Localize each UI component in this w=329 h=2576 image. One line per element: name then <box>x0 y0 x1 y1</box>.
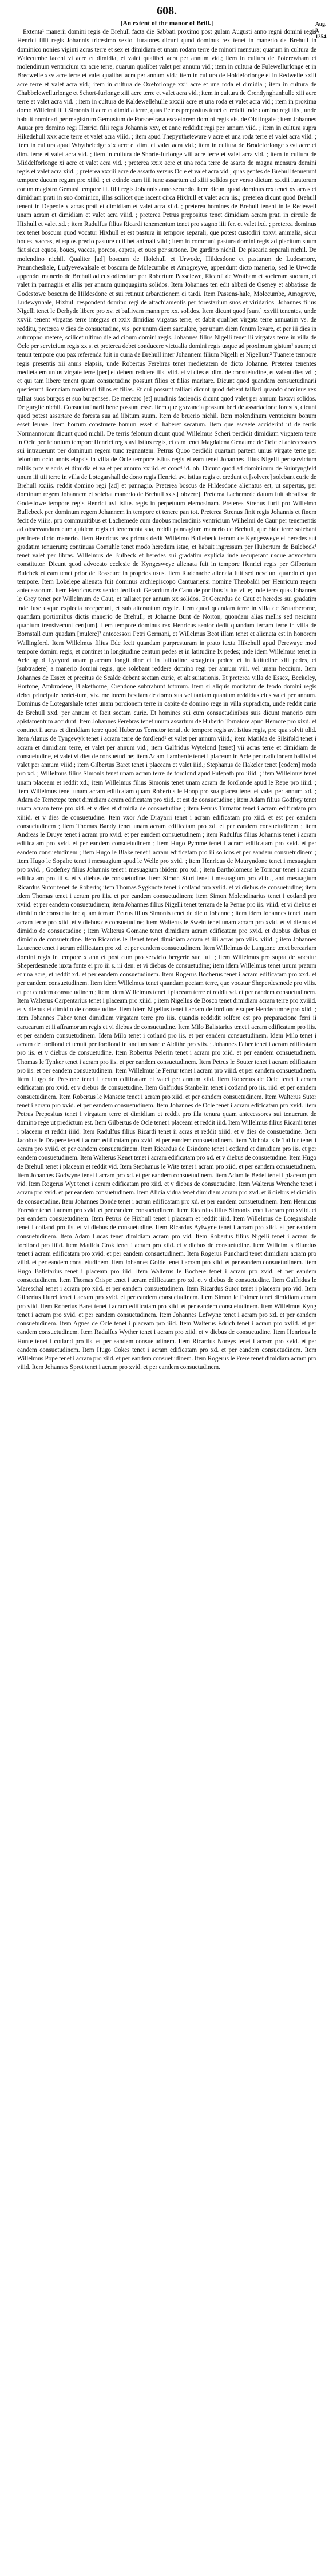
document-body-text: Extenta¹ manerii domini regis de Brehull facta die Sabbati proximo post gulam Augusti anno regni domini regis Henrici filii regis Johannis tricesimo sexto. Iuratores dicunt quod dominus rex tenet in manerio de Brehull in dominico nonies viginti acras terre et sex et dimidiam et unam rodam terre de minori mensura; quarum in cultura de Walecumbe iacent vi acre et dimidia, et valet qualibet acra per annum vid.; item in cultura de Poterewham et molendinum ventricium xx acre terre, quarum qualibet valet per annum vid.; item in cultura de Fulewellurlonge et in Brecwelle xxv acre terre et valet qualibet acra per annum vid.; item in cultura de Holdeforlonge et in Redwelle xxiii acre terre et valet acra vid.; item in cultura de Oxeforlonge xxii acre et una roda et dimidia ; item in cultura de Chabbelewellurlonge et Schort-furlonge xiii acre terre et valet acra vid.; item in cultura de Crendynghanhulle xiii acre terre et valet acra vid. ; item in cultura de Kaldewellehulle xxxiii acre et una roda et valet acra vid.; item in proxima domo Willelmi filii Simonis ii acre et dimidia terre, quas Petrus prepositus tenet et reddit inde domino regi iiis., unde habuit nominari per magistrum Gemusium de Porsoe² rasa escaetorem domini regis vis. de Oldfingale ; item Johannes Auuar pro domino regi Henrici filii regis Johannis xxv, et anne reddidit regi per annum viid. ; item in cultura supra Hikedehull xxx acre terre et valet acra viiid. ; item apud Thepyntheteware v acre et una roda terre et valet acra viid. ; item in cultura apud Whytheledge xix acre et dim. et valet acra vid.; item in cultura de Brodeforlonge xxvi acre et dim. terre et valet acra vid. ; item in cultura de Shorte-furlonge viii acre terre et valet acra vid. ; item in cultura de Middelforlonge xi acre et valet acra vid. ; preterea xxix acre et una roda terre de asarto de magna mensura domini regis et valet acra xiid. ; preterea xxxiii acre de assarto versus Ocle et valet acra vid.; quas gentes de Brehull tenuerunt tempore ducum regum pro xiiid. ; et exinde cum iiii tunc assartum ad xiiii solidos per verso dictum xxxiii iuratorum eorum magistro Gemusi tempore H. filii regis Johannis anno secundo. Item dicunt quod dominus rex tenet xv acras et dimidiam prati in suo dominico, illas scilicet que iacent circa Hixhull et valet acra iis.; preterea dicunt quod Brehull tenent in Depeole x acras prati et dimidiam et valet acra xiid. ; preterea homines de Brehull tenent in le Redewell unam acram et dimidiam et valet acra viiid. ; preterea Petrus prepositus tenet dimidiam acram prati in circule de Hixhull et valet xd. ; item Radulfus filius Ricardi tenementum tenet pro stagno iiii fer. et valet ixd. ; preterea dominus rex tenet boscum quod vocatur Hixhull et est pastura in tempore separali, que potest custodiri xxxvi animalia, sicut boues, vaccas, et equos precio pasture cuilibet animali viid.; item in communi pastura domini regis ad placitum suum fiat sicut equos, boues, vaccas, porcos, capras, et oues per suttone. De gardino nichil. De piscaria separali nichil. De molendino nichil. Qualiter [ad] boscum de Holehull et Urwode, Hildesdone et pasturam de Ludesmore, Prauncheshale, Ludyevewalsale et boscum de Molecumbe et Amogreyve, appendunt dicto manerio, sed le Urwode appendet manerio de Brehull ad custodiendum per Robertum Passelewe, Ricardi de Wratham et socieram suorum, et valet in pannagiis et allis per annum quinquaginta solidos. Item Johannes ten edit abbati de Oseney et abbatisse de Godestowe boscum de Hildesdone et sui retinuit arbarationem ei tardi. Item Passens-hale, Molecumbe, Amogrove, Ludewynhale, Hixhull respondent domino regi de attachiamentis per forestarium suos et viridarios. Johannes filius Nigelli tenet le Derhyde libere pro xv. et ballivam mann pro xx. solidos. Item dicunt quod [sunt] xxviii tenentes, unde xxviii tenent virgatas terre integras et xxix dimidias virgatas terre, et dabit qualibet virgata terre annuatim vs. de redditu, preterea v dies de consuetudine, vis. per unum diem sarculare, per unum diem fenum levare, et per iii dies in autumpno metere, scilicet ultimo die ad cibum domini regis. Johannes filius Nigelli tenet iii virgatas terre in villa de Ocle per servicium regis xx s. et preterea debet conducere victualia domini regis usque ad proximum gistum¹ suum; et tenuit tempore quo pax referenda fuit in curia de Brehull inter Johannem filium Nigelli et Nigellum² Tuanere tempore regis presentis xii annis elapsis, unde Robertus Ferebras tenet medietatem de dicto Johanne. Preterea tenentes medietatem unius virgate terre [per] et debent reddere iiis. viid. et vi dies et dim. de consuetudine, et valent dies vd. ; et qui tam libere tenent quam consuetudine possunt filios et filias maritare. Dicunt quod quandam consuetudinarii querierunt licenciam maritandi filios et filias. Et qui possunt talliari dicunt quod debent talliari quando dominus rex talliat suos burgos et suo burgenses. De mercato [et] nundinis faciendis dicunt quod valet per annum lxxxvi solidos. De gurgite nichil. Consuetudinarii bene possunt esse. Item que gravancia possunt beri de assartacione forestis, dicunt quod potest assartare de foresta sua ad libitum suum. Item de bruerio nichil. Item molendinum ventricium bonum esset leuare. Item hortum construere bonum esset si haberet secatum. Item que escaete acciderint ut de terris Normannorum dicunt quod nichil. De terris felonum dicunt quod Willelmus Scheri perdidit dimidiam virgatem terre in Ocle per felonium tempore Henrici regis avi istius regis, et eam tenet Magdalena Genaume de Ocle et antecessores sui intrauerunt per dominum regem tunc regnantem. Petrus Quoo perdidit quartam partem unius virgate terre per felonium octo annis elapsis in villa de Ocle tempore istius regis et eam tenet Johannes filius Nigelli per servicium talliis pro³ v acris et dimidia et valet per annum xxiiid. et conc⁴ id. ob. Dicunt quod ad dominicum de Suintyngfeld unum iii ttii terre in villa de Lotegarshall de dono regis Henrici avi istius regis et credunt et [solvere] solebant curie de Brehull xxiiis. reddit domino regi [ad] et pannagio. Preterea boscus de Hildesdone alienatus est, ut supertus, per dominum regem Johannem et solebat manerio de Brehull sx.s.[ obvere]. Preterea Lachemede datum fuit abbatisse de Godestowe tempore regis Henrici avi istius regis in perpetuum elemosinam. Preterea Strenus furit pro Willelmo Bullebeck per dominum regem Johannem in tempore et tenere pan tot. Preterea Strenus finit regis Johannis et finem fecit de viiiis. pro communitibus et Lachemede cum duobus molendinis ventricium Wilhelmi de Caur per tenementis ad observandum eum quidem regis et tenementa sua, reddit pannagium manerio de Brehull, que hide terre solebant pertinere dicto manerio. Item Henricus rex primus dedit Willelmo Bullebeck terram de Kyngesweye et heredes sui gradatim tenuerunt; continuas Comuhle tenet modo heredum istae, et habuit ingressum per Hubertum de Bulebeck¹ tenet valet per libras. Willelmus de Bulbeck et heredes sui gradatim explicia inde recuperant usque advocatum constitutor. Dicunt quod advocato ecclesie de Kyngesweye alienata fuit in tempore Henrici regis per Gilbertum Bulebek et eam tenet prior de Rosseure in proprios usus. Item Rudenache alienata fuit sed nesciunt quando et quo tempore. Item Lokelepe alienata fuit dominus archiepiscopo Cantuariensi nomine Theobaldi per Henricum regem antecessorum. Item Henricus rex senior feoffauit Gerardum de Canu de portibus istius ville; inde terra quas Iohannes le Grey tenet per Willelmum de Caut, et tallaret per annum xx solidos. Et Gerardus de Caut et heredes sui gradatim inde fuse usque explecia receperunt, et sub alteractum regale. Item quod quandam terre in villa de Seuarberorne, quandam portionibus dictis manerio de Brehull; et Johanne Bunt de Norton, quondam alias mellis sed nesciunt quantum trensivecunt cert[um]. Item tempore dominus rex Henricus senior dedit quandam terram terre in villa de Bornstall cum quadam [mulere]² antecessori Petri Germani, et Willelmus Beot illam tenet et alienata est in honorem Wallingford. Item Willelmus filius Ede fecit quandam purpresturam in prato iuxta Hikehull apud Ferewaye mod tempore domini regis, et continet in longitudine centum pedes et in latitudine lx pedes; inde idem Willelmus tenet in Acle apud Lyeyord unam placeam longitudine et in latitudine sexaginta pedes; et in latitudine xiii pedes, et [subtradere] a manerio domini regis, que solebant reddere domino regi per annum viii. vel unam heccium. Item Johannes de Essex et precitus de Scalde debent sectam curie, et alt suitationis. Et preterea villa de Essex, Beckeley, Hortone, Ambrodene, Blakethorne, Crendone subtrahunt totorum. Item si aliquis moritatur de feodo domini regis debet principale heriet-tum, viz. meliorem bestiam de domo sua vel tantam quantum reddidus eius valet per annum. Dominus de Lotegarshale tenet unam porcionem terre in capite de domino rege in villa supradicta, unde reddit curie de Brehull xxd. per annum et facit sectam curie. Et homines sui cum consuetudinibus suis dicunt manerio cum apistamentum accidunt. Item Johannes Ferebras tenet unum assartum de Huberto Tornatore apud Hemore pro xixd. et continet ii acras et dimidiam terre quod Hubertus Tornator tenuit de tempore regis avi istius regis, pro qua solvit tdid. Item Alanus de Tyngewyk tenet i acram terre de fordlend¹ et valet per annum viiid.; item Matilda de Silsifold tenet i acram et dimidiam terre, et valet per annum vid.; item Galfridus Wytelond [tenet] vii acras terre et dimidiam de consuetudine, et valet vi dies de consuetudine; item Adam Lamberde tenet i placeam in Acle per tradicionem ballivi et valet per annum viiid.; item Gilbertus Baret tenet i placeam et valet iiid.; Stephanus de Hakcler tenet [eodem] modo pro xd. ; Willelmus filius Simonis tenet unam acram terre de fordlond apud Fulepath pro iiiid. ; item Willelmus tenet unam placeam et reddit xd.; item Willelmus filius Simonis tenet unam acram de fordlonde apud le Repe pro iiiid. ; item Willelmus tenet unam acram edificatam quam Robertus le Hoop pro sua placea tenet et valet per annum xd. ; Adam de Ternetepe tenet dimidiam acram edificatam pro xiid. et est de consuetudine ; item Adam filius Godfrey tenet unam acram terre pro xid. et v dies et dimidia de consuetudine ; item Ferrus Turnator tenet i acram edificatam pro xiiiid. et v dies de consuetudine. Item vxor Ade Drayarii tenet i acram edificatam pro xiid. et est per eandem consuetudinem ; item Thomas Bandy tenet unam acram edificatam pro xd. et per eandem consuetudinem ; item Andreas le Druye tenet i acram pro xvid. et per eandem consuetudinem ; item Radulfus filius Johannis tenet i acram edificatam pro xvid. et per eandem consuetudinem ; item Hugo Pymme tenet i acram edificatam pro xvid. et per eandem consuetudinem ; item Hugo le Blake tenet i acram edificatam pro iii solidos et per eandem consuetudinem ; item Hugo le Sopalre tenet i mesuagium apud le Welle pro xvid. ; item Henricus de Mauryndone tenet i mesuagium pro xvid. ; Godefrey filius Johannis tenet i mesuagium ibidem pro xd. ; item Bartholomeus le Tornour tenet i acram edificatam pro iii s. et v diebus de consuetudine. Item Simon Sturt tenet i mesuagium pro viiid., and mesuagium Ricardus Sutor tenet de Roberto; item Thomas Sygknote tenet i cotland pro xviid. et vi diebus de consuetudine; item idem Thomas tenet i acram pro iiis. et per eandem consuetudinem; item Simon Molendinarius tenet i cotland pro xviid. et per eandem consuetudinem; item Johannes filius Nigelli tenet terram de la Penne pro iis. viiid. et vi diebus et dimidio de consuetudine quam terram Petrus filius Simonis tenet de dicto Johanne ; item idem Iohannes tenet unam acram terre pro xiid. et v diebus de consuetudine; item Walterus le Swein tenet unam acram pro xvid. et vi diebus et dimidio de consuetudine ; item Walterus Gomane tenet dimidiam acram edificatam pro xvid. et duobus diebus et dimidio de consuetudine. Item Ricardus le Benet tenet dimidiam acram et iiii acras pro viiis. viiid. ; item Johannes Laurence tenet i acram edificatam pro xd. et per eandem consuetudinem. Item Willelmus de Langtone tenet bercariam domini regis in tempore x ann et post cum pro servicio bergerie sue fuit ; item Willelmus pro supra de vocatur Sheperdesmede iuxta fonte ei pro iii s. iii den. et vi diebus de consuetudine; item idem Willelmus tenet unum pratum et una acre, et reddit xd. et per eandem consuetudinem. Item Rogerus Bocherus tenet i acram edificatam pro xxd. et per eandem consuetudinem. Item idem Willelmus tenet quandam peciam terre, que vocatur Sheperdesmede pro viiis. et per eandem consuetudinem ; item idem Willelmus tenet i placeam terre et reddit vd. et per eandem consuetudinem. Item Walterus Carpentarius tenet i placeam pro xiiid. ; item Nigellus de Bosco tenet dimidiam acram terre pro xviiid. et v diebus et dimidio de consuetudine. Item idem Nigellus tenet i acram de fordlonde super Hendecumbe pro xiid. ; item Johannes Faber tenet dimidiam virgatam terre pro iiis. quandis reddidit rolfere est pro preparacione ferri ii carucarum et ii afframorum regis et vi diebus de consuetudine. Item Milo Balistarius tenet i acram edificatam pro iiis. et per eandem consuetudinem. Idem Milo tenet i cotland pro iis. et per eandem consuetudinem. Idem Milo tenet i acram de fordlond et tenuit per fordlond in ancium sancte Aldithe pro viis. ; Johannes Faber tenet i acram edificatam pro iis. et v diebus de consuetudine. Item Robertus Pelerin tenet i acram pro xiid. et per eandem consuetudinem. Thomas le Tynker tenet i acram pro iis. et per eandem consuetudinem. Item Petrus le Souter tenet i acram edificatam pro iis. et per eandem consuetudinem. Item Willelmus le Ferrur tenet i acram pro viiid. et per eandem consuetudinem. Item Hugo de Prestone tenet i acram edificatam et valet per annum xiid. Item Robertus de Ocle tenet i acram edificatam pro xvid. et v diebus de consuetudine. Item Galfridus Stanbelin tenet i cotland pro iis. iiid. et per eandem consuetudinem. Item Robertus le Mansete tenet i acram pro xiid. et per eandem consuetudinem. Item Walterus Sutor tenet i acram pro xvid. et per eandem consuetudinem. Item Johannes de Ocle tenet i acram edificatam pro xvid. Item Petrus Prepositus tenet i virgatam terre et dimidiam et reddit pro illa tenura quam antecessores sui tenuerunt de domino rege ut predictum est. Item Gilbertus de Ocle tenet i placeam et reddit iiid. Item Willelmus filius Ricardi tenet i placeam et reddit iiiid. Item Radulfus filius Ricardi tenet ii acras et reddit xiiid. et v dies de consuetudine. Item Jacobus le Drapere tenet i acram edificatam pro xvid. et per eandem consuetudinem. Item Nicholaus le Taillur tenet i acram pro xviid. et per eandem consuetudinem. Item Ricardus de Esindone tenet i cotland et dimidiam pro iis. et per eandem consuetudinem. Item Walterus Kenet tenet i acram edificatam pro xd. et v diebus de consuetudine. Item Hugo de Brehull tenet i placeam et reddit vid. Item Stephanus le Wite tenet i acram pro xiid. et per eandem consuetudinem. Item Johannes Godwyne tenet i acram pro xd. et per eandem consuetudinem. Item Adam le Bedel tenet i placeam pro vid. Item Rogerus Wyt tenet i acram edificatam pro xiid. et v diebus de consuetudine. Item Walterus Wrenche tenet i acram pro xvid. et per eandem consuetudinem. Item Alicia vidua tenet dimidiam acram pro xvd. et ii diebus et dimidio de consuetudine. Item Johannes Bonde tenet i acram edificatam pro xd. et per eandem consuetudinem. Item Henricus Forester tenet i acram pro xvid. et per eandem consuetudinem. Item Ricardus filius Simonis tenet i acram pro xviid. et per eandem consuetudinem. Item Petrus de Hixhull tenet i placeam et reddit iiiid. Item Willelmus de Lotegarshale tenet i cotland pro iis. et vi diebus de consuetudine. Item Ricardus Aylwyne tenet i acram pro xiid. et per eandem consuetudinem. Item Adam Lucas tenet dimidiam acram pro vid. Item Robertus filius Nigelli tenet i acram de fordlond pro iiiid. Item Matilda Crok tenet i acram pro xiid. et v diebus de consuetudine. Item Willelmus Blundus tenet i acram edificatam pro xvid. et per eandem consuetudinem. Item Rogerus Punchard tenet dimidiam acram pro viiid. et per eandem consuetudinem. Item Johannes Golde tenet i acram pro xiid. et per eandem consuetudinem. Item Hugo Balistarius tenet i placeam pro iiid. Item Walterus le Bochere tenet i acram pro xvid. et per eandem consuetudinem. Item Thomas Crispe tenet i acram edificatam pro xd. et v diebus de consuetudine. Item Galfridus le Mareschal tenet i acram pro xiid. et per eandem consuetudinem. Item Ricardus Sutor tenet i placeam pro vid. Item Gilbertus Hurel tenet i acram pro xvid. et per eandem consuetudinem. Item Simon le Palmer tenet dimidiam acram pro viid. Item Robertus Baret tenet i acram edificatam pro xiid. et per eandem consuetudinem. Item Willelmus Kyng tenet i acram pro xvid. et per eandem consuetudinem. Item Johannes Lefwyne tenet i acram pro xd. et per eandem consuetudinem. Item Agnes de Ocle tenet i placeam pro iiid. Item Walterus Edrich tenet i acram pro xviid. et per eandem consuetudinem. Item Radulfus Wyther tenet i acram pro xiid. et v diebus de consuetudine. Item Henricus le Hunte tenet i cotland pro iis. et per eandem consuetudinem. Item Ricardus Noreys tenet i acram pro xvid. et per eandem consuetudinem. Item Hugo Cokes tenet i acram edificatam pro xd. et per eandem consuetudinem. Item Willelmus Pope tenet i acram pro xiid. et per eandem consuetudinem. Item Rogerus le Frere tenet dimidiam acram pro viiid. Item Johannes Sprot tenet i acram pro xvid. et per eandem consuetudinem. <box>17 29 316 1371</box>
document-heading: [An extent of the manor of Brill.] <box>120 20 213 27</box>
margin-date-note: Aug. 3, 1254. <box>315 22 328 40</box>
page-number: 608. <box>157 5 177 17</box>
